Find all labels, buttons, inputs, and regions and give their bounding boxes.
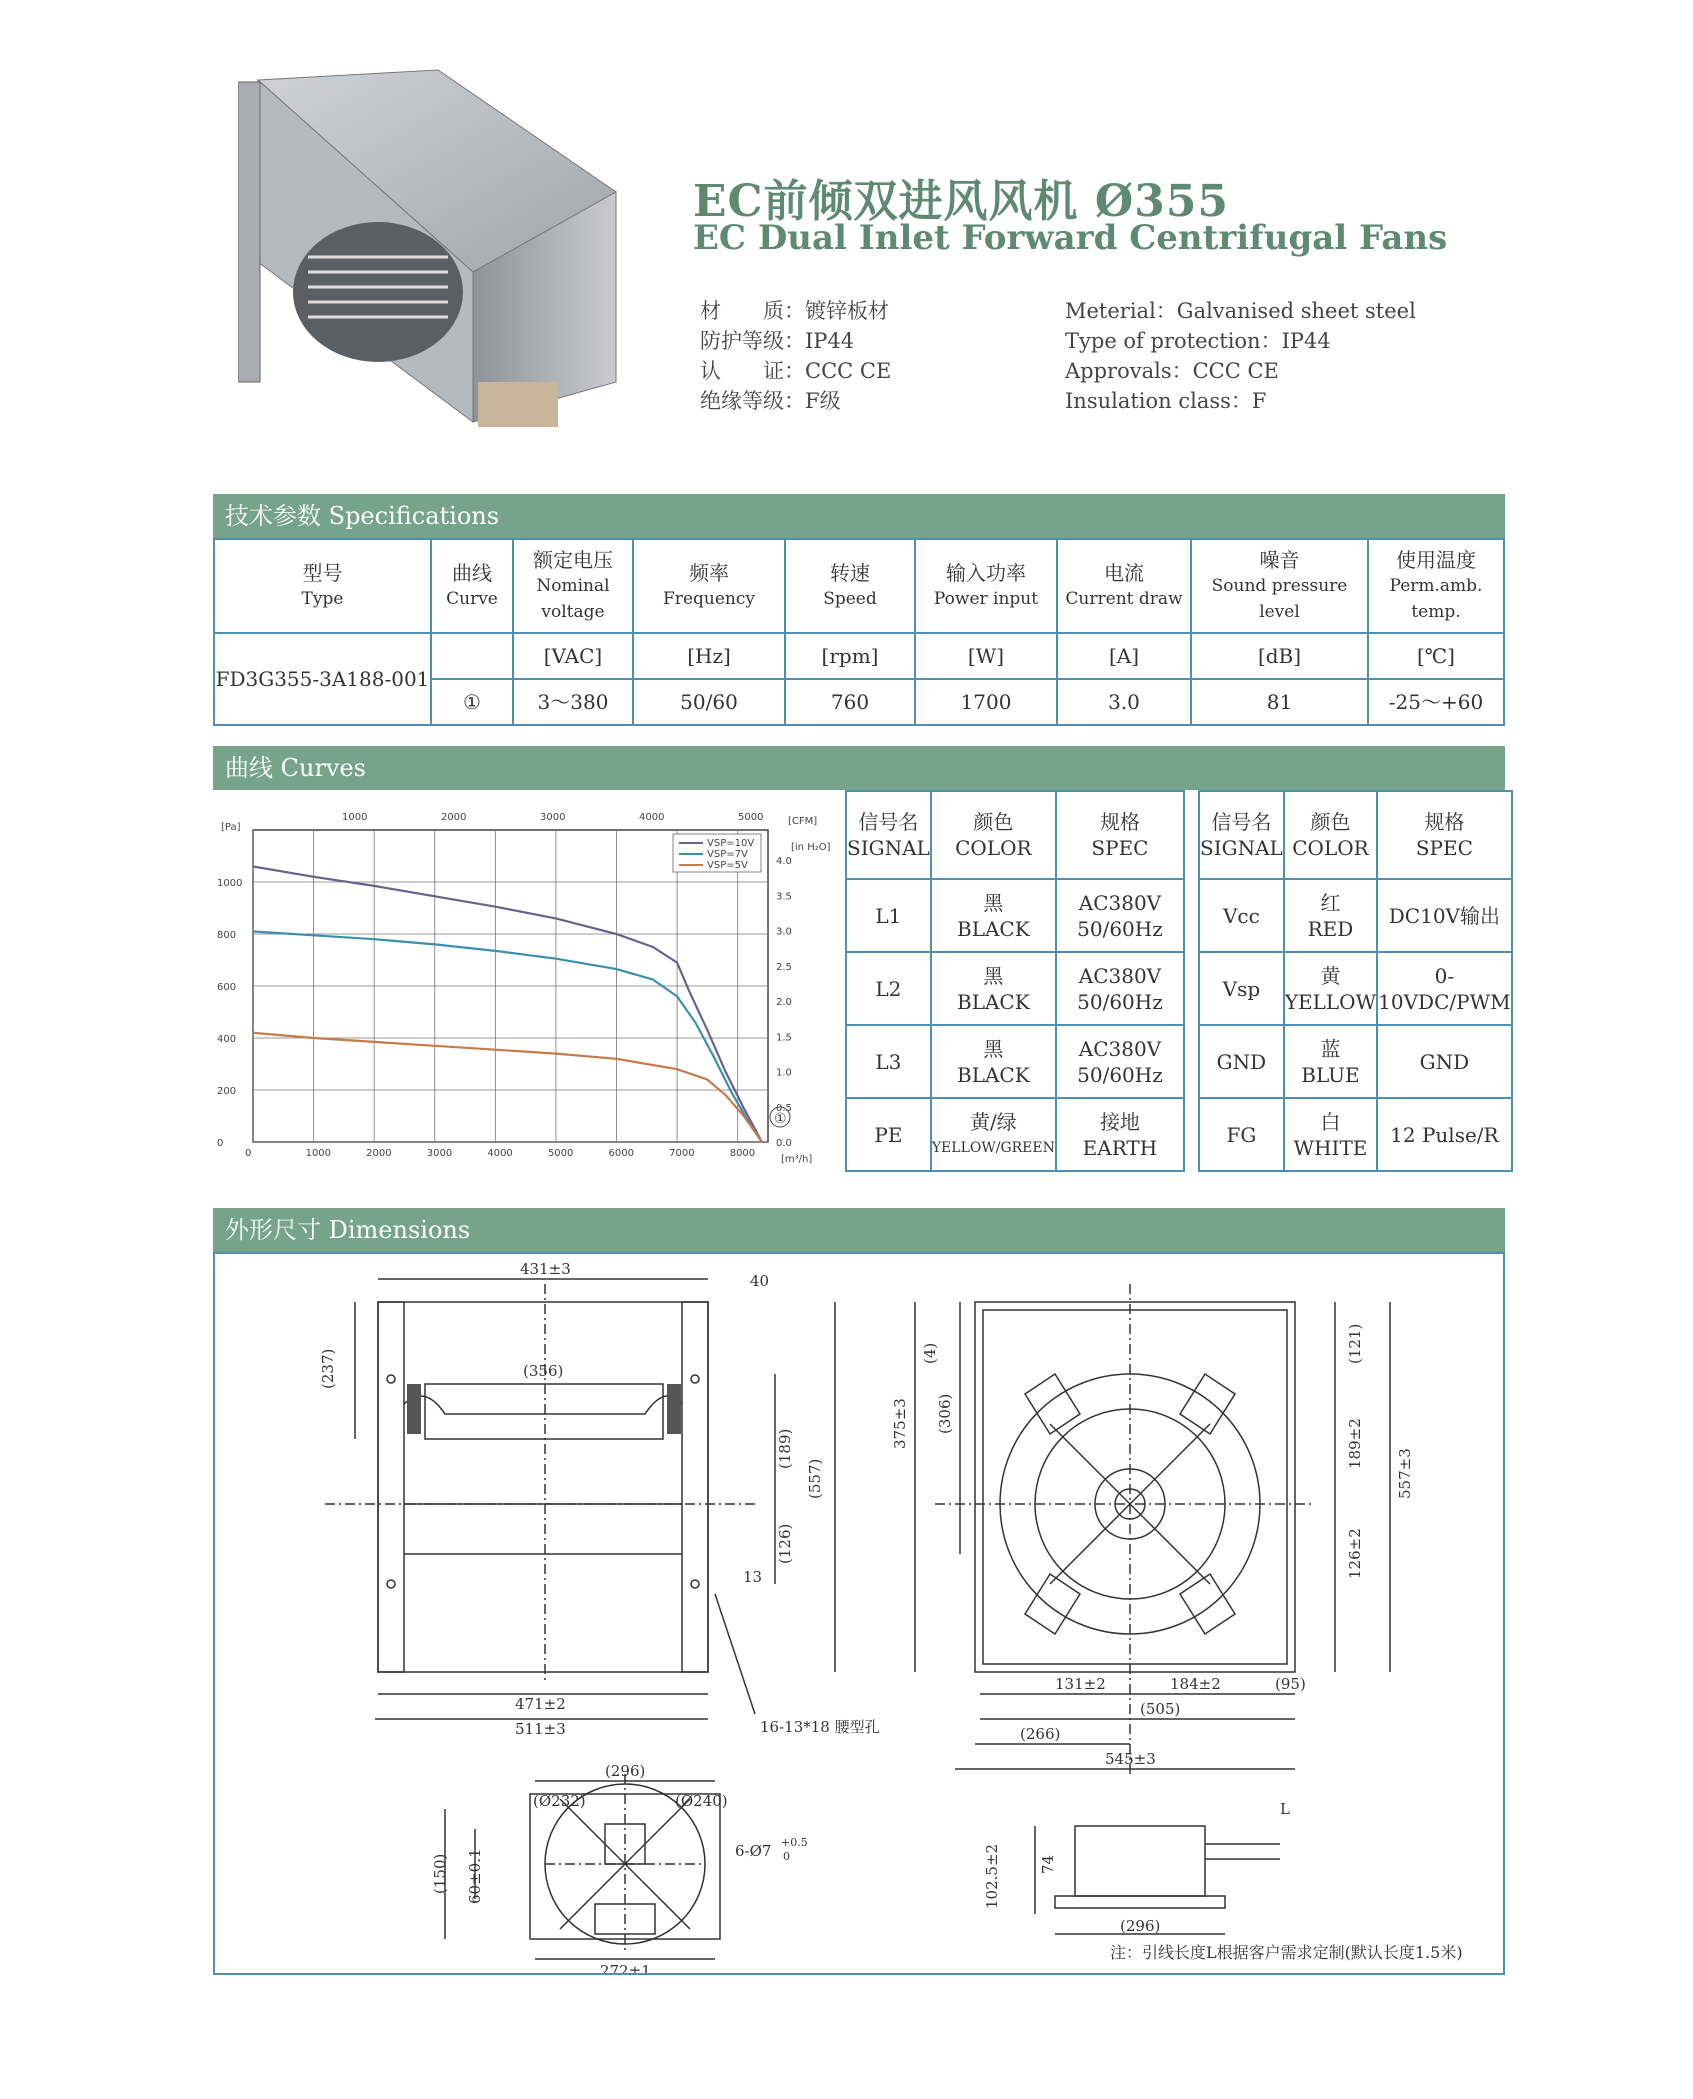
legend-label: VSP=10V [707,838,755,849]
top-tick-label: 1000 [342,812,368,823]
spec-cell: 12 Pulse/R [1377,1098,1511,1171]
dim-6-tol-upper: +0.5 [781,1836,808,1849]
dimension-drawings [215,1254,1503,1973]
right-tick-label: 2.0 [776,997,792,1008]
dim-431: 431±3 [520,1260,571,1278]
prop-material-en: Meterial：Galvanised sheet steel [1065,299,1416,323]
color-cell: 蓝 BLUE [1284,1025,1377,1098]
top-tick-label: 5000 [738,812,764,823]
y-tick-label: 1000 [217,878,243,889]
dim-95: (95) [1275,1675,1306,1693]
x-tick-label: 1000 [305,1148,332,1159]
product-photo [238,62,638,430]
model-cell: FD3G355-3A188-001 [214,633,431,725]
wl-header-signal: 信号名 SIGNAL [846,791,931,879]
dim-232: (Ø232) [533,1792,586,1810]
dim-131: 131±2 [1055,1675,1106,1693]
dim-150: (150) [431,1853,449,1894]
page-title-en: EC Dual Inlet Forward Centrifugal Fans [693,218,1448,258]
fan-curve-chart [213,790,838,1170]
dim-356: (356) [523,1362,564,1380]
dim-557-front: (557) [806,1458,824,1499]
dim-266: (266) [1020,1725,1061,1743]
dim-6-tol-lower: 0 [783,1850,790,1863]
unit-temp: [℃] [1368,633,1504,679]
wiring-row [1199,1025,1512,1098]
dim-557-side: 557±3 [1396,1448,1414,1499]
dim-296: (296) [605,1762,646,1780]
unit-noise: [dB] [1191,633,1368,679]
curve-cell: ① [431,679,513,725]
right-tick-label: 3.5 [776,891,792,903]
y-tick-label: 400 [217,1034,237,1045]
spec-cell: DC10V输出 [1377,879,1511,952]
prop-insulation-cn: 绝缘等级：F级 [700,389,841,413]
signal-name: FG [1199,1098,1284,1171]
y-tick-label: 200 [217,1086,237,1097]
color-cell: 黑 BLACK [931,1025,1056,1098]
header-speed: 转速 Speed [785,539,915,633]
dim-126b: 126±2 [1346,1528,1364,1579]
dim-511: 511±3 [515,1720,566,1738]
left-unit: [Pa] [221,822,241,833]
x-tick-label: 3000 [426,1148,453,1159]
spec-cell: 接地 EARTH [1056,1098,1184,1171]
signal-name: Vcc [1199,879,1284,952]
dim-60: 60±0.1 [466,1848,484,1904]
material-props-cn [700,296,891,416]
specs-table-wrap [213,538,1505,726]
wiring-row [1199,879,1512,952]
unit-voltage: [VAC] [513,633,633,679]
dim-13: 13 [743,1568,763,1586]
wiring-row [846,879,1184,952]
header-temp: 使用温度 Perm.amb. temp. [1368,539,1504,633]
curves-section-title: 曲线 Curves [213,746,1505,790]
unit-speed: [rpm] [785,633,915,679]
right-tick-label: 0.0 [776,1138,792,1149]
unit-current: [A] [1057,633,1191,679]
dim-189: (189) [776,1428,794,1469]
wiring-left-table [845,790,1185,1172]
spec-cell: 0-10VDC/PWM [1377,952,1511,1025]
dim-121: (121) [1346,1323,1364,1364]
wiring-left-wrap [845,790,1185,1172]
signal-name: PE [846,1098,931,1171]
x-tick-label: 7000 [669,1148,695,1159]
dim-296b: (296) [1120,1917,1161,1935]
dim-L: L [1280,1800,1290,1818]
dimensions-box [213,1252,1505,1975]
x-tick-label: 4000 [487,1148,513,1159]
dim-272: 272±1 [600,1962,651,1973]
signal-name: L3 [846,1025,931,1098]
right-tick-label: 4.0 [776,856,792,867]
top-tick-label: 3000 [540,812,566,823]
dim-375: 375±3 [891,1398,909,1449]
spec-cell: GND [1377,1025,1511,1098]
specs-table [213,538,1505,726]
signal-name: GND [1199,1025,1284,1098]
y-tick-label: 0 [217,1138,224,1149]
signal-name: L2 [846,952,931,1025]
x-tick-label: 6000 [608,1148,634,1159]
header-curve: 曲线 Curve [431,539,513,633]
slot-note: 16-13*18 腰型孔 [760,1718,880,1736]
dim-306: (306) [936,1393,954,1434]
spec-cell: AC380V 50/60Hz [1056,879,1184,952]
front-grille-left [407,1384,421,1434]
wiring-row [846,1098,1184,1171]
y-tick-label: 600 [217,982,237,993]
wiring-row [1199,952,1512,1025]
header-voltage: 额定电压 Nominal voltage [513,539,633,633]
legend-label: VSP=5V [707,860,748,871]
top-unit: [CFM] [788,816,818,827]
right-tick-label: 3.0 [776,926,792,938]
material-props-en [1065,296,1416,416]
wl-header-spec: 规格 SPEC [1056,791,1184,879]
dim-74: 74 [1039,1854,1057,1874]
header-current: 电流 Current draw [1057,539,1191,633]
side-view-body [975,1302,1295,1672]
header-type: 型号 Type [214,539,431,633]
top-tick-label: 4000 [639,812,665,823]
x-tick-label: 2000 [366,1148,392,1159]
unit-power: [W] [915,633,1057,679]
dim-102: 102.5±2 [983,1843,1001,1909]
page-title-cn: EC前倾双进风风机 Ø355 [693,176,1230,227]
prop-approvals-en: Approvals：CCC CE [1065,359,1279,383]
dim-40: 40 [750,1272,770,1290]
wiring-row [846,952,1184,1025]
wiring-right-wrap [1198,790,1513,1172]
dim-237: (237) [319,1348,337,1389]
spec-cell: AC380V 50/60Hz [1056,952,1184,1025]
color-cell: 黑 BLACK [931,952,1056,1025]
right-tick-label: 2.5 [776,961,792,973]
dim-505: (505) [1140,1700,1181,1718]
y-tick-label: 800 [217,930,237,941]
dim-545: 545±3 [1105,1750,1156,1768]
prop-approvals-cn: 认 证：CCC CE [700,359,892,383]
prop-protection-cn: 防护等级：IP44 [700,329,855,353]
value-voltage: 3～380 [513,679,633,725]
dim-184: 184±2 [1170,1675,1221,1693]
wl-header-color: 颜色 COLOR [931,791,1056,879]
header-noise: 噪音 Sound pressure level [1191,539,1368,633]
x-tick-label: 0 [245,1148,252,1159]
unit-frequency: [Hz] [633,633,785,679]
dim-240: (Ø240) [675,1792,728,1810]
wr-header-color: 颜色 COLOR [1284,791,1377,879]
top-tick-label: 2000 [441,812,467,823]
curves-chart [213,790,838,1170]
lead-length-note: 注：引线长度L根据客户需求定制(默认长度1.5米) [1110,1943,1463,1962]
x-tick-label: 8000 [729,1148,756,1159]
right-tick-label: 0.5 [776,1102,792,1114]
wiring-row [846,1025,1184,1098]
value-frequency: 50/60 [633,679,785,725]
value-current: 3.0 [1057,679,1191,725]
color-cell: 黑 BLACK [931,879,1056,952]
color-cell: 白 WHITE [1284,1098,1377,1171]
value-temp: -25～+60 [1368,679,1504,725]
wiring-row [1199,1098,1512,1171]
value-noise: 81 [1191,679,1368,725]
x-tick-label: 5000 [547,1148,574,1159]
legend-label: VSP=7V [707,849,748,860]
prop-insulation-en: Insulation class：F [1065,389,1267,413]
dim-6-holes: 6-Ø7 [735,1842,772,1860]
signal-name: Vsp [1199,952,1284,1025]
header-power: 输入功率 Power input [915,539,1057,633]
value-power: 1700 [915,679,1057,725]
color-cell: 红 RED [1284,879,1377,952]
specs-section-title: 技术参数 Specifications [213,494,1505,538]
dimensions-section-title: 外形尺寸 Dimensions [213,1208,1505,1252]
wiring-right-table [1198,790,1513,1172]
dim-471: 471±2 [515,1695,566,1713]
spec-cell: AC380V 50/60Hz [1056,1025,1184,1098]
right-unit: [in H₂O] [791,842,831,853]
dim-4: (4) [921,1342,939,1364]
color-cell: 黄/绿 YELLOW/GREEN [931,1098,1056,1171]
prop-material-cn: 材 质：镀锌板材 [700,299,889,323]
color-cell: 黄 YELLOW [1284,952,1377,1025]
prop-protection-en: Type of protection：IP44 [1065,329,1331,353]
curve-marker: ① [774,1111,787,1127]
wr-header-spec: 规格 SPEC [1377,791,1511,879]
right-tick-label: 1.0 [776,1067,792,1079]
value-speed: 760 [785,679,915,725]
unit-blank [431,633,513,679]
dim-126: (126) [776,1523,794,1564]
front-view-body [378,1302,708,1672]
wr-header-signal: 信号名 SIGNAL [1199,791,1284,879]
right-tick-label: 1.5 [776,1032,792,1044]
header-frequency: 频率 Frequency [633,539,785,633]
bottom-unit: [m³/h] [781,1154,813,1165]
dim-189b: 189±2 [1346,1418,1364,1469]
signal-name: L1 [846,879,931,952]
front-grille-right [667,1384,681,1434]
controller-box [1075,1826,1205,1896]
